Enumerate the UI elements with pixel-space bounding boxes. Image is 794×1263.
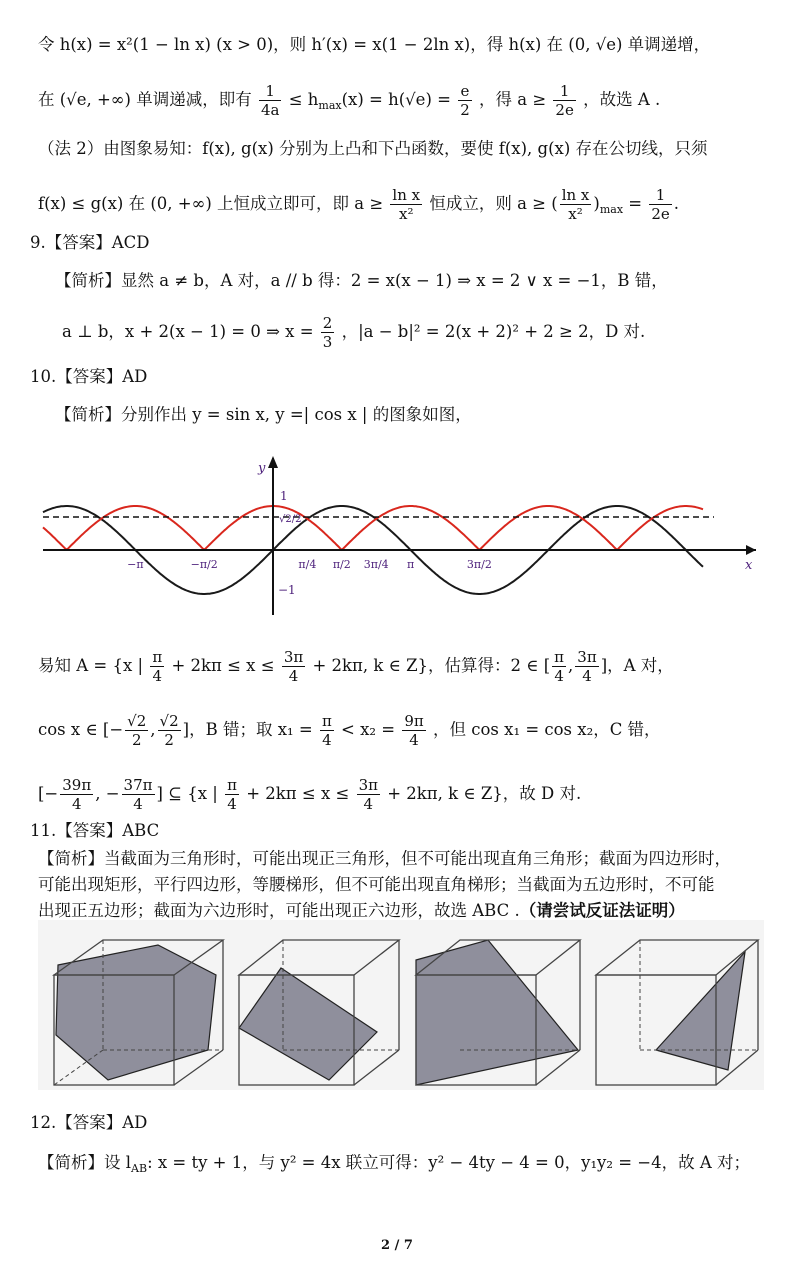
y-tick-root2-over-2: √2/2 — [279, 514, 302, 525]
text: 在 (√e, +∞) 单调递减，即有 — [38, 90, 252, 109]
y-tick-neg-one: −1 — [278, 583, 296, 597]
fraction: $\frac{\pi}{4}$ — [554, 648, 565, 685]
fraction: $\frac{\pi}{4}$ — [321, 712, 332, 749]
fraction: $\frac{\text{ln x}}{\text{x²}}$ — [561, 186, 590, 223]
cube-trapezoid-section — [416, 940, 580, 1085]
y-axis-label: y — [258, 461, 266, 476]
analysis-11-line-3 — [38, 900, 685, 922]
x-tick-label: −π — [127, 558, 144, 571]
text: ]，B 错；取 x₁ = — [182, 720, 313, 739]
answer-9-heading: 9.【答案】ACD — [30, 233, 150, 252]
analysis-11-line-1: 【简析】当截面为三角形时，可能出现正三角形，但不可能出现直角三角形；截面为四边形时， — [38, 849, 731, 868]
analysis-10-line-1: 【简析】分别作出 y = sin x, y =| cos x | 的图象如图， — [55, 405, 472, 424]
text-line-2 — [38, 82, 660, 119]
fraction: $\frac{39\pi}{4}$ — [62, 776, 92, 813]
answer-10-heading: 10.【答案】AD — [30, 367, 148, 386]
analysis-9-line-1: 【简析】显然 a ≠ b，A 对，a // b 得：2 = x(x − 1) ⇒ x = 2 ∨ x = −1，B 错， — [55, 271, 668, 290]
cube-cross-sections-figure — [38, 920, 764, 1090]
text: ，|a − b|² = 2(x + 2)² + 2 ≥ 2，D 对. — [341, 322, 646, 341]
cube-quadrilateral-section — [239, 940, 399, 1085]
fraction: $\frac{3\pi}{4}$ — [577, 648, 597, 685]
text: 出现正五边形；截面为六边形时，可能出现正六边形，故选 ABC . — [38, 901, 520, 920]
fraction: $\frac{3\pi}{4}$ — [358, 776, 378, 813]
text: : x = ty + 1，与 y² = 4x 联立可得：y² − 4ty − 4 = 0，y₁y₂ = −4，故 A 对； — [147, 1153, 751, 1172]
analysis-12-line-1 — [38, 1152, 750, 1180]
text: (x) = h(√e) = — [341, 90, 451, 109]
fraction: $\frac{\pi}{4}$ — [152, 648, 163, 685]
text: ，但 cos x₁ = cos x₂，C 错， — [433, 720, 661, 739]
text: + 2kπ, k ∈ Z}，估算得：2 ∈ [ — [312, 656, 551, 675]
analysis-10-line-3 — [38, 712, 661, 749]
fraction: $\frac{1}{2e}$ — [651, 186, 670, 223]
text: （请尝试反证法证明） — [519, 901, 685, 920]
text-line-3: （法 2）由图象易知：f(x), g(x) 分别为上凸和下凸函数，要使 f(x), g(x) 存在公切线，只须 — [38, 139, 708, 158]
text: 恒成立，则 a ≥ ( — [429, 194, 558, 213]
fraction: $\frac{√2}{2}$ — [127, 712, 147, 749]
text: + 2kπ, k ∈ Z}，故 D 对. — [387, 784, 582, 803]
analysis-9-line-2 — [62, 314, 645, 351]
subscript: max — [599, 203, 624, 216]
fraction: $\frac{\text{ln x}}{\text{x²}}$ — [392, 186, 421, 223]
x-tick-label: π/2 — [332, 558, 351, 571]
text: . — [673, 194, 680, 213]
text: + 2kπ ≤ x ≤ — [246, 784, 350, 803]
fraction: $\frac{9\pi}{4}$ — [404, 712, 424, 749]
x-tick-label: −π/2 — [190, 558, 218, 571]
analysis-10-line-2 — [38, 648, 674, 685]
subscript: max — [318, 99, 342, 112]
fraction: $\frac{e}{2}$ — [460, 82, 470, 119]
x-axis-label: x — [745, 558, 753, 573]
cube-triangle-section — [596, 940, 758, 1085]
answer-12-heading: 12.【答案】AD — [30, 1113, 148, 1132]
text: ，得 a ≥ — [479, 90, 547, 109]
text-line-1: 令 h(x) = x²(1 − ln x) (x > 0)，则 h′(x) = x(1 − 2ln x)，得 h(x) 在 (0, √e) 单调递增， — [38, 35, 711, 54]
text: = — [628, 194, 643, 213]
x-tick-label: 3π/4 — [363, 558, 389, 571]
text: f(x) ≤ g(x) 在 (0, +∞) 上恒成立即可，即 a ≥ — [38, 194, 384, 213]
fraction: $\frac{2}{3}$ — [322, 314, 333, 351]
text: < x₂ = — [341, 720, 396, 739]
subscript: AB — [131, 1162, 148, 1175]
fraction: $\frac{37\pi}{4}$ — [123, 776, 153, 813]
fraction: $\frac{\pi}{4}$ — [227, 776, 237, 813]
page-number: 2 / 7 — [381, 1238, 413, 1253]
x-tick-label: π/4 — [298, 558, 317, 571]
fraction: $\frac{√2}{2}$ — [159, 712, 179, 749]
text-line-4 — [38, 186, 679, 223]
cube-hexagon-section — [54, 940, 223, 1085]
text: [− — [38, 784, 59, 803]
fraction: $\frac{3\pi}{4}$ — [283, 648, 304, 685]
text: ≤ h — [288, 90, 319, 109]
text: 【简析】设 l — [38, 1153, 132, 1172]
text: ) — [593, 194, 600, 213]
text: cos x ∈ [− — [38, 720, 124, 739]
text: + 2kπ ≤ x ≤ — [171, 656, 275, 675]
text: a ⊥ b，x + 2(x − 1) = 0 ⇒ x = — [62, 322, 314, 341]
x-tick-label: 3π/2 — [466, 558, 492, 571]
fraction: $\frac{1}{2e}$ — [555, 82, 574, 119]
text: 易知 A = {x | — [38, 656, 144, 675]
text: , — [568, 656, 574, 675]
analysis-11-line-2: 可能出现矩形，平行四边形，等腰梯形，但不可能出现直角梯形；当截面为五边形时，不可能 — [38, 875, 715, 894]
analysis-10-line-4 — [38, 776, 581, 813]
fraction: $\frac{1}{4a}$ — [260, 82, 280, 119]
answer-11-heading: 11.【答案】ABC — [30, 821, 160, 840]
text: , − — [95, 784, 120, 803]
x-tick-label: π — [406, 558, 415, 571]
text: ]，A 对， — [600, 656, 674, 675]
text: ] ⊆ {x | — [156, 784, 218, 803]
y-tick-one: 1 — [280, 489, 288, 503]
trig-graph — [38, 450, 770, 620]
text: ，故选 A . — [583, 90, 661, 109]
text: , — [150, 720, 156, 739]
